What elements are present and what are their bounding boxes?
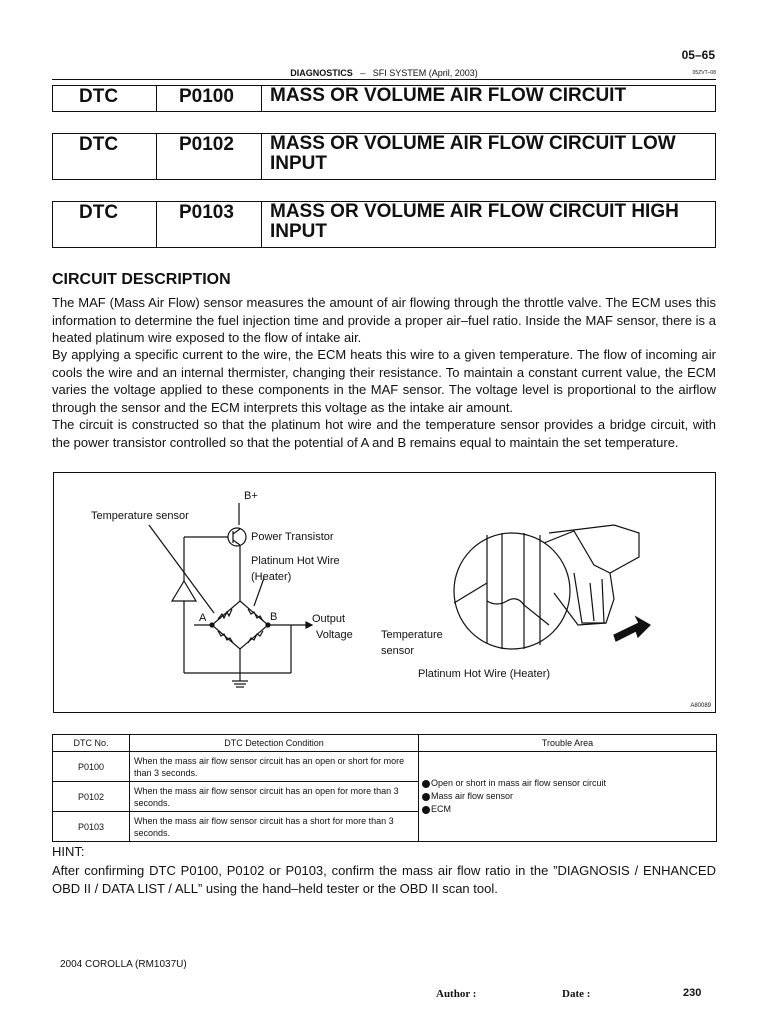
- page-number: 05–65: [681, 48, 715, 62]
- footer-page-number: 230: [683, 987, 702, 999]
- footer-date: Date :: [562, 988, 591, 1000]
- dtc-code: P0100: [157, 86, 262, 111]
- dtc-table: [52, 734, 717, 842]
- condition-cell: When the mass air flow sensor circuit has an open for more than 3 seconds.: [130, 782, 419, 812]
- header-section: DIAGNOSTICS: [290, 68, 353, 78]
- dtc-title: MASS OR VOLUME AIR FLOW CIRCUIT HIGH INPUT: [270, 201, 679, 242]
- bullet-icon: [422, 780, 430, 788]
- column-header: DTC No.: [53, 735, 130, 752]
- label-platinum-hot-wire: Platinum Hot Wire: [251, 555, 340, 567]
- table-header-row: [53, 735, 717, 752]
- label-sensor: sensor: [381, 645, 415, 657]
- footer-model: 2004 COROLLA (RM1037U): [60, 959, 187, 970]
- circuit-figure: [53, 472, 716, 713]
- dtc-label: DTC: [53, 86, 157, 111]
- running-header: [52, 68, 716, 78]
- label-voltage: Voltage: [316, 629, 353, 641]
- hint-text: After confirming DTC P0100, P0102 or P0103, confirm the mass air flow ratio in the ”DIAGNOSIS / ENHANCED OBD II / DATA LIST / ALL” using the hand–held tester or the OBD II scan tool.: [52, 863, 716, 896]
- bullet-icon: [422, 806, 430, 814]
- condition-cell: When the mass air flow sensor circuit has an open or short for more than 3 seconds.: [130, 752, 419, 782]
- dtc-code: P0103: [157, 202, 262, 247]
- trouble-area-cell: [419, 752, 717, 842]
- column-header: Trouble Area: [419, 735, 717, 752]
- column-header: DTC Detection Condition: [130, 735, 419, 752]
- paragraph: The circuit is constructed so that the platinum hot wire and the temperature sensor provides a bridge circuit, with the power transistor controlled so that the potential of A and B remains equal to maintain the set temperature.: [52, 417, 716, 450]
- label-b: B: [270, 611, 278, 623]
- label-power-transistor: Power Transistor: [251, 531, 334, 543]
- sensor-detail-circle: [454, 533, 570, 649]
- bullet-icon: [422, 793, 430, 801]
- dtc-label: DTC: [53, 202, 157, 247]
- hint-label: HINT:: [52, 844, 85, 859]
- dtc-title: MASS OR VOLUME AIR FLOW CIRCUIT LOW INPUT: [270, 133, 676, 174]
- footer-author: Author :: [436, 988, 477, 1000]
- dtc-number-cell: P0103: [53, 812, 130, 842]
- header-rule: [52, 79, 716, 80]
- bridge-circuit: [212, 601, 268, 649]
- label-b-plus: B+: [244, 490, 258, 502]
- trouble-area-item: ECM: [422, 803, 712, 816]
- paragraph: The MAF (Mass Air Flow) sensor measures the amount of air flowing through the throttle valve. The ECM uses this information to determine the fuel injection time and provide a proper air–fuel ratio. Inside the MAF sensor, there is a heated platinum wire exposed to the flow of intake air.: [52, 295, 716, 345]
- dtc-label: DTC: [53, 134, 157, 179]
- label-heater: (Heater): [251, 571, 292, 583]
- trouble-area-item: Mass air flow sensor: [422, 790, 712, 803]
- dtc-title: MASS OR VOLUME AIR FLOW CIRCUIT: [270, 85, 627, 106]
- dtc-box: [52, 201, 716, 248]
- dtc-box: [52, 85, 716, 112]
- label-a: A: [199, 612, 207, 624]
- label-output: Output: [312, 613, 346, 625]
- label-temperature-sensor: Temperature sensor: [91, 510, 189, 522]
- label-platinum-hot-wire-heater: Platinum Hot Wire (Heater): [418, 668, 551, 680]
- dtc-number-cell: P0100: [53, 752, 130, 782]
- airflow-arrow: [614, 617, 650, 641]
- trouble-area-item: Open or short in mass air flow sensor circuit: [422, 777, 712, 790]
- dtc-code: P0102: [157, 134, 262, 179]
- dtc-number-cell: P0102: [53, 782, 130, 812]
- label-temperature: Temperature: [381, 629, 443, 641]
- header-dash: –: [360, 68, 366, 78]
- figure-code: A80089: [690, 703, 711, 709]
- section-heading: CIRCUIT DESCRIPTION: [52, 271, 231, 288]
- condition-cell: When the mass air flow sensor circuit has a short for more than 3 seconds.: [130, 812, 419, 842]
- dtc-box: [52, 133, 716, 180]
- header-subtitle: SFI SYSTEM (April, 2003): [372, 68, 478, 78]
- paragraph: By applying a specific current to the wire, the ECM heats this wire to a given temperature. The flow of incoming air cools the wire and an internal thermister, changing their resistance. To maintain a constant current value, the ECM varies the voltage applied to these components in the MAF sensor. The voltage level is proportional to the airflow through the sensor and the ECM interprets this voltage as the intake air amount.: [52, 347, 716, 415]
- header-code: 05ZVT–08: [692, 70, 716, 76]
- table-row: [53, 752, 717, 782]
